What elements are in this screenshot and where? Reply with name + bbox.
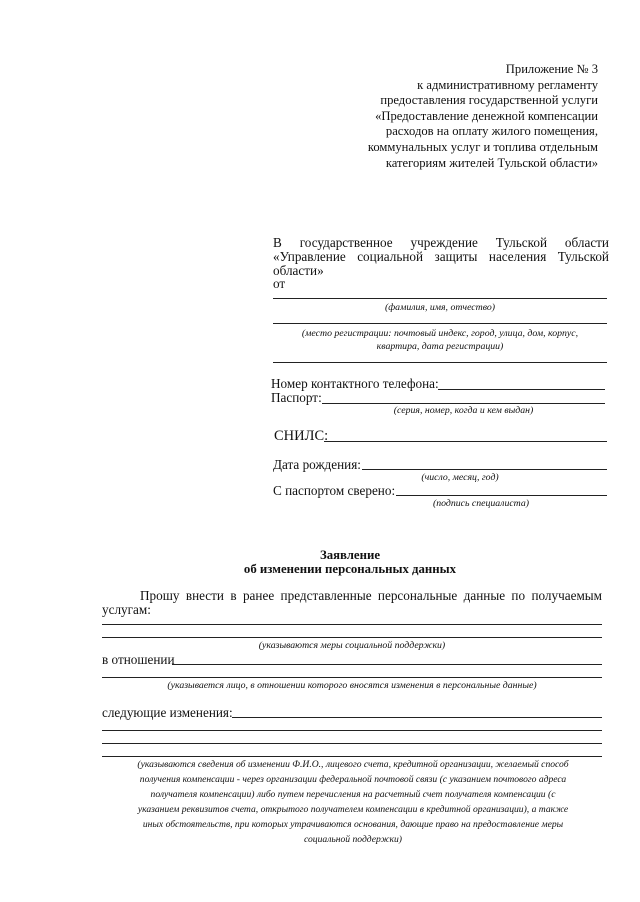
registration-field-line-2[interactable] bbox=[273, 362, 607, 363]
request-text: Прошу внести в ранее представленные персональные данные по получаемым bbox=[140, 588, 602, 603]
appendix-line: к административному регламенту bbox=[417, 77, 598, 92]
addressee-line: области» bbox=[273, 263, 324, 278]
note-line: социальной поддержки) bbox=[303, 834, 403, 845]
note-line: получателя компенсации) либо путем перечисления на расчетный счет получателя компенсации (с bbox=[150, 789, 556, 800]
changes-field-line[interactable] bbox=[232, 717, 602, 718]
passport-label: Паспорт: bbox=[271, 390, 322, 405]
note-line: указанием реквизитов счета, открытого получателем компенсации в кредитной организации), а также bbox=[137, 804, 569, 815]
note-line: (указываются сведения об изменении Ф.И.О., лицевого счета, кредитной организации, желаемый способ bbox=[137, 759, 569, 770]
registration-field-line[interactable] bbox=[273, 323, 607, 324]
statement-subtitle: об изменении персональных данных bbox=[243, 562, 457, 576]
checked-label: С паспортом сверено: bbox=[273, 483, 396, 498]
changes-caption bbox=[86, 757, 620, 847]
appendix-line: «Предоставление денежной компенсации bbox=[375, 108, 598, 123]
snils-field-line[interactable] bbox=[324, 441, 607, 442]
name-field-line[interactable] bbox=[273, 298, 607, 299]
birth-label: Дата рождения: bbox=[273, 457, 361, 472]
regarding-field-line-2[interactable] bbox=[102, 677, 602, 678]
birth-field-line[interactable] bbox=[362, 469, 607, 470]
appendix-line: расходов на оплату жилого помещения, bbox=[385, 124, 598, 139]
changes-field-line[interactable] bbox=[102, 743, 602, 744]
passport-field-line[interactable] bbox=[322, 403, 605, 404]
phone-label: Номер контактного телефона: bbox=[271, 376, 439, 391]
phone-field-line[interactable] bbox=[438, 389, 605, 390]
measures-field-line[interactable] bbox=[102, 637, 602, 638]
regarding-field-line[interactable] bbox=[172, 664, 602, 665]
signature-caption: (подпись специалиста) bbox=[432, 498, 530, 509]
note-line: иных обстоятельств, при которых утрачиваются основания, дающие право на предоставление меры bbox=[142, 819, 564, 830]
signature-field-line[interactable] bbox=[396, 495, 607, 496]
measures-field-line[interactable] bbox=[102, 624, 602, 625]
addressee-line: В государственное учреждение Тульской области bbox=[273, 235, 609, 250]
changes-field-line[interactable] bbox=[102, 730, 602, 731]
measures-caption: (указываются меры социальной поддержки) bbox=[258, 640, 446, 651]
person-caption: (указывается лицо, в отношении которого вносятся изменения в персональные данные) bbox=[167, 680, 537, 691]
regarding-label: в отношении bbox=[102, 652, 175, 667]
appendix-line: предоставления государственной услуги bbox=[380, 93, 598, 108]
snils-label: СНИЛС: bbox=[274, 428, 329, 444]
birth-caption: (число, месяц, год) bbox=[421, 472, 499, 483]
name-caption: (фамилия, имя, отчество) bbox=[384, 302, 496, 313]
addressee-line: «Управление социальной защиты населения Тульской bbox=[273, 249, 609, 264]
request-text-cont: услугам: bbox=[102, 602, 151, 617]
changes-label: следующие изменения: bbox=[102, 705, 233, 720]
registration-caption: квартира, дата регистрации) bbox=[376, 341, 504, 352]
registration-caption: (место регистрации: почтовый индекс, город, улица, дом, корпус, bbox=[301, 328, 579, 339]
passport-caption: (серия, номер, когда и кем выдан) bbox=[393, 405, 534, 416]
statement-title: Заявление bbox=[319, 548, 381, 562]
appendix-line: коммунальных услуг и топлива отдельным bbox=[367, 139, 598, 154]
appendix-line: категориям жителей Тульской области» bbox=[385, 155, 598, 170]
appendix-title: Приложение № 3 bbox=[505, 62, 598, 76]
from-label: от bbox=[273, 276, 286, 291]
note-line: получения компенсации - через организации федеральной почтовой связи (с указанием почтового адреса bbox=[139, 774, 567, 785]
appendix-header bbox=[298, 62, 598, 171]
